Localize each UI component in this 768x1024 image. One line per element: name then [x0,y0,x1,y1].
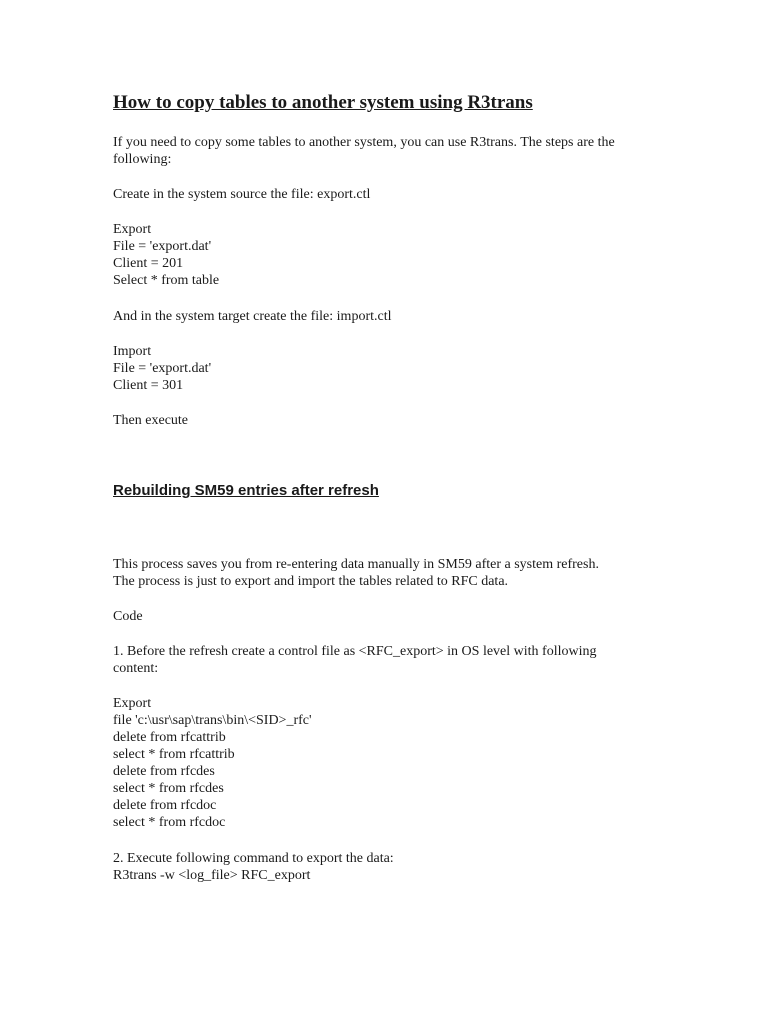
section-title-sm59: Rebuilding SM59 entries after refresh [113,482,379,499]
import-ctl-line: Client = 301 [113,378,184,393]
control-file-line: Export [113,696,152,711]
control-file-line: delete from rfcdoc [113,798,217,813]
sm59-intro-line: The process is just to export and import the tables related to RFC data. [113,574,509,589]
step2-text: 2. Execute following command to export the data: [113,851,394,866]
sm59-intro-line: This process saves you from re-entering data manually in SM59 after a system refresh. [113,557,599,572]
intro-paragraph-line: If you need to copy some tables to another system, you can use R3trans. The steps are the [113,135,615,150]
control-file-line: select * from rfcattrib [113,747,235,762]
import-ctl-line: Import [113,344,152,359]
export-ctl-line: Client = 201 [113,256,184,271]
step-source-text: Create in the system source the file: export.ctl [113,187,371,202]
step1-text: content: [113,661,159,676]
control-file-line: select * from rfcdes [113,781,224,796]
export-ctl-line: File = 'export.dat' [113,239,212,254]
control-file-line: delete from rfcdes [113,764,215,779]
control-file-line: file 'c:\usr\sap\trans\bin\<SID>_rfc' [113,713,312,728]
step1-text: 1. Before the refresh create a control file as <RFC_export> in OS level with following [113,644,597,659]
export-ctl-line: Select * from table [113,273,220,288]
then-execute-text: Then execute [113,413,189,428]
control-file-line: select * from rfcdoc [113,815,226,830]
control-file-line: delete from rfcattrib [113,730,226,745]
intro-paragraph-line: following: [113,152,172,167]
step-target-text: And in the system target create the file: import.ctl [113,309,392,324]
step2-command: R3trans -w <log_file> RFC_export [113,868,311,883]
export-ctl-line: Export [113,222,152,237]
code-label: Code [113,609,143,624]
import-ctl-line: File = 'export.dat' [113,361,212,376]
section-title-r3trans: How to copy tables to another system using R3trans [113,92,533,113]
